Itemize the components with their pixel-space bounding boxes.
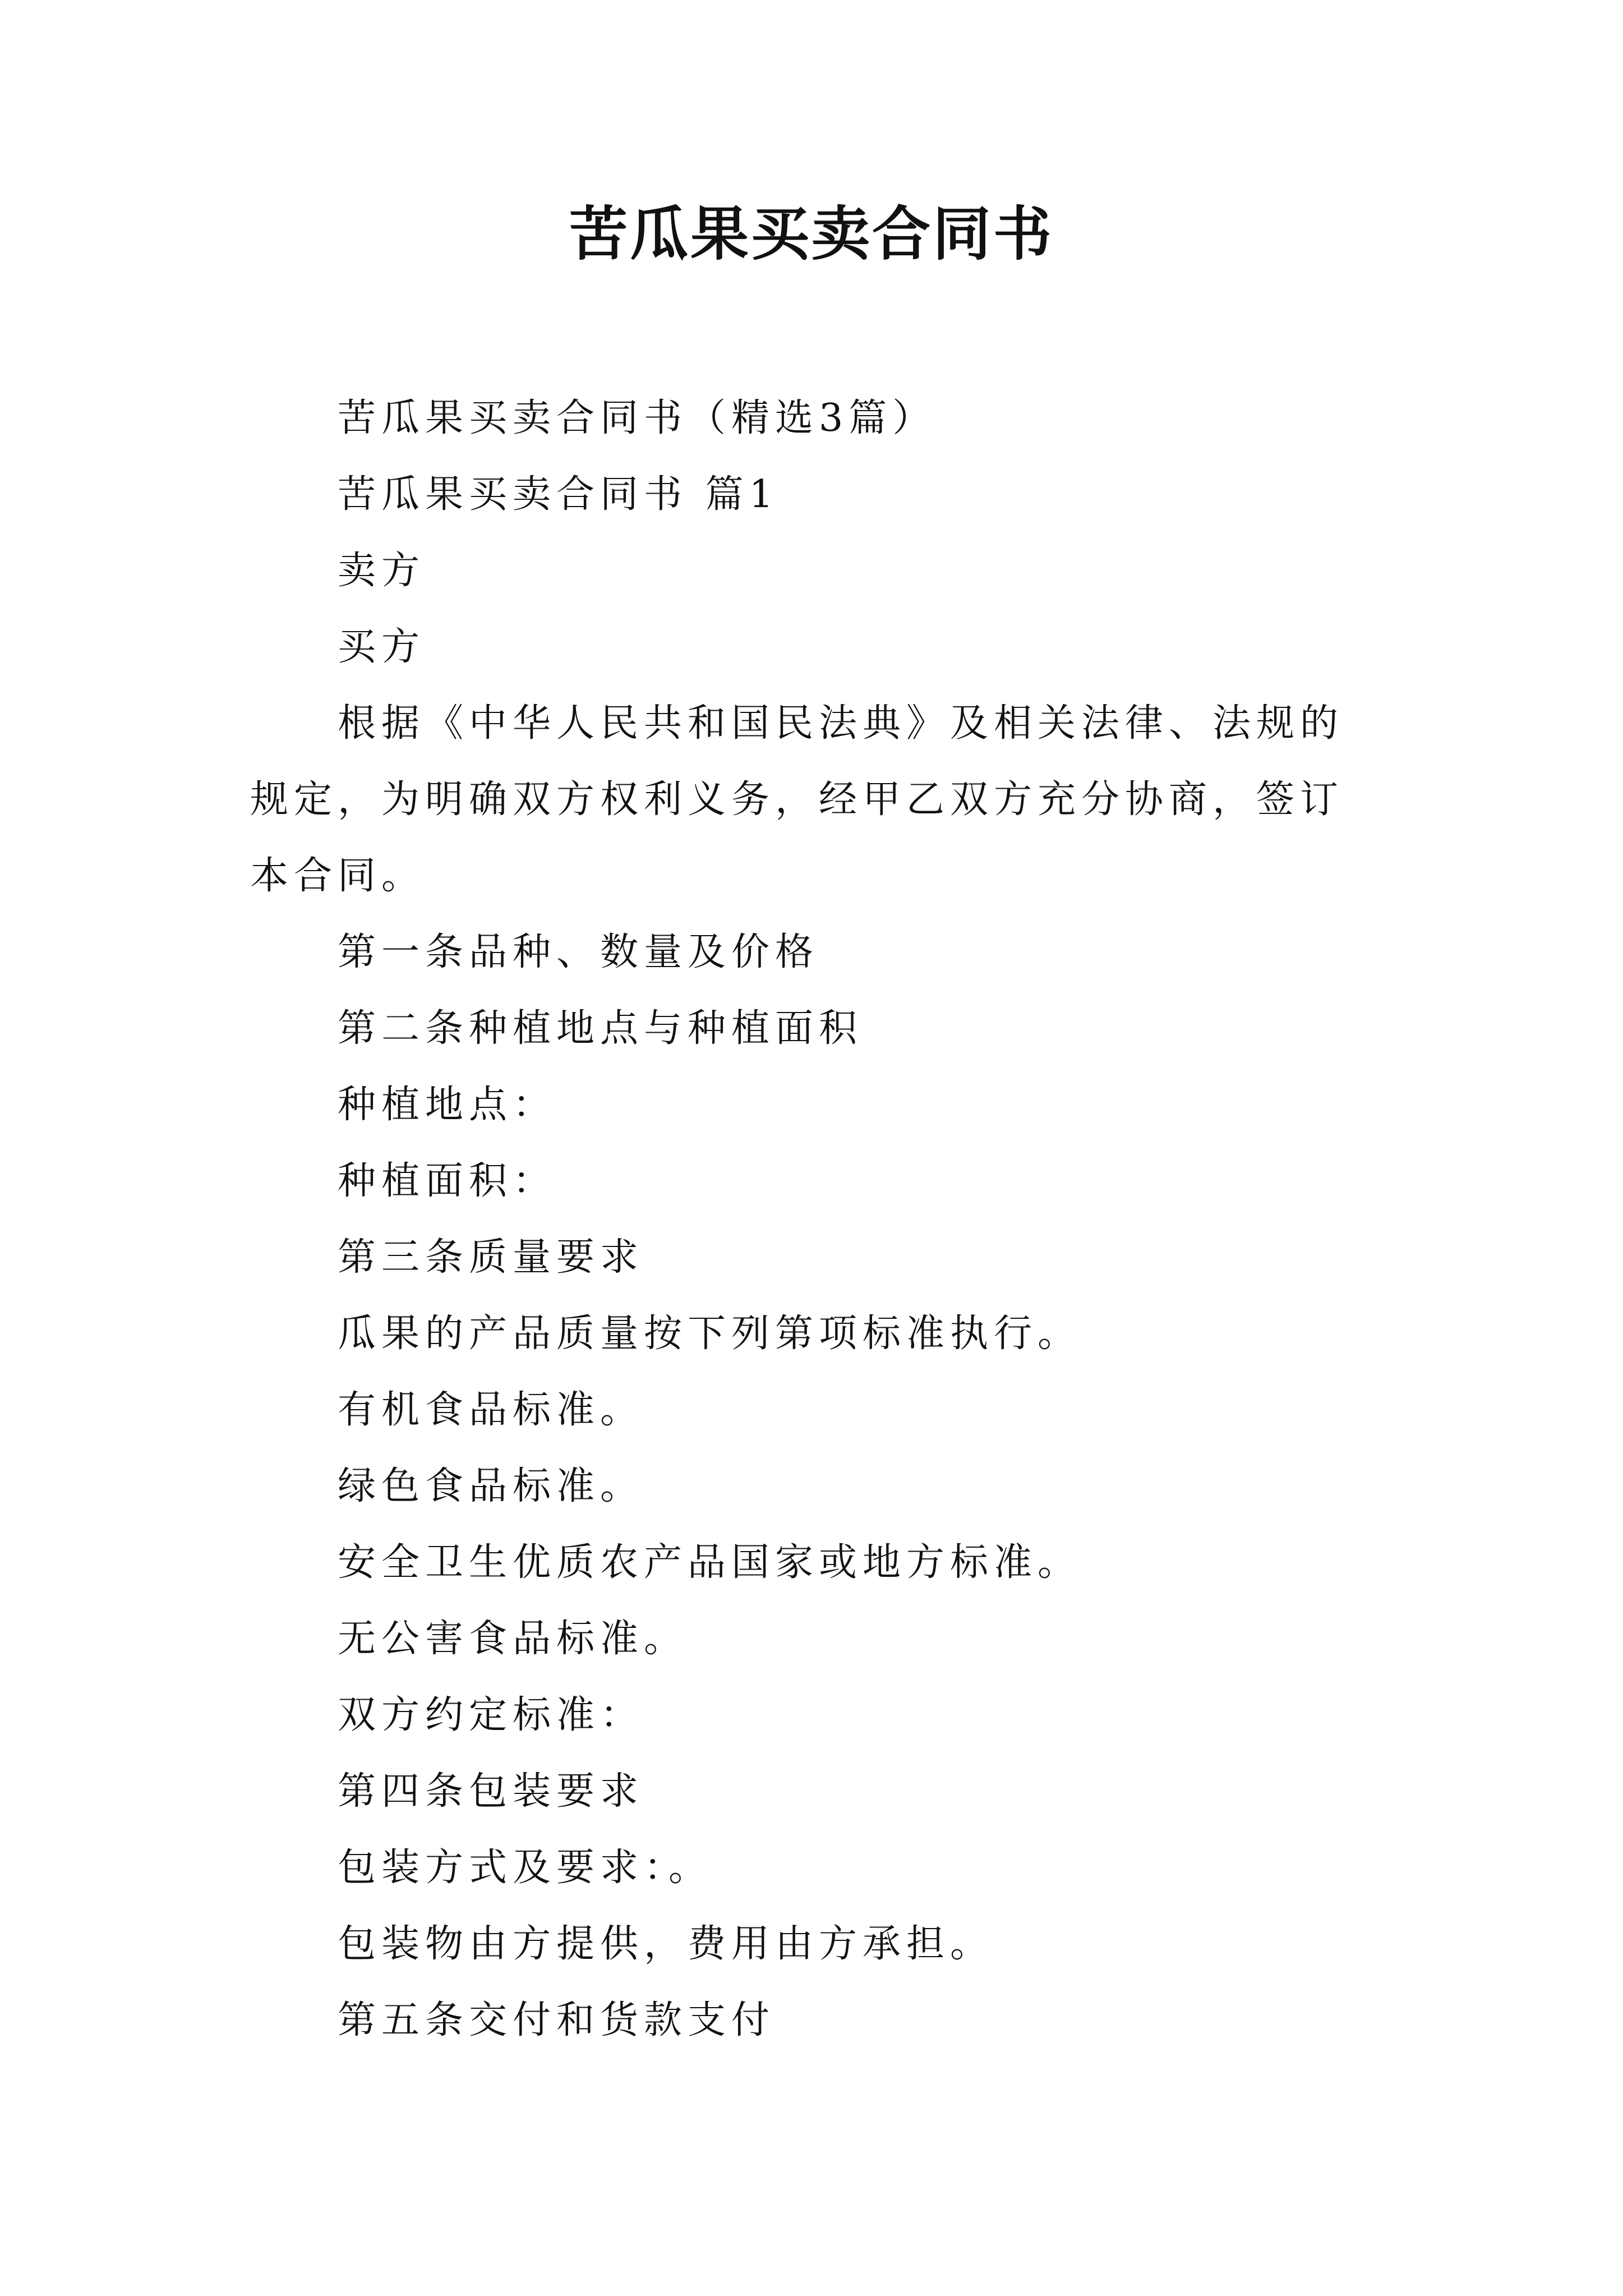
- paragraph-subtitle: 苦瓜果买卖合同书（精选3篇）: [338, 396, 937, 440]
- paragraph-packaging-method: 包装方式及要求：。: [338, 1846, 713, 1890]
- paragraph-part-heading: 苦瓜果买卖合同书 篇1: [338, 472, 779, 517]
- paragraph-packaging-cost: 包装物由方提供，费用由方承担。: [338, 1922, 994, 1966]
- paragraph-article-1: 第一条品种、数量及价格: [338, 930, 819, 974]
- paragraph-article-3: 第三条质量要求: [338, 1235, 644, 1280]
- paragraph-buyer: 买方: [338, 625, 426, 669]
- paragraph-pollution-free-standard: 无公害食品标准。: [338, 1617, 688, 1661]
- paragraph-article-2: 第二条种植地点与种植面积: [338, 1006, 863, 1051]
- paragraph-quality-standard: 瓜果的产品质量按下列第项标准执行。: [338, 1312, 1082, 1356]
- paragraph-green-standard: 绿色食品标准。: [338, 1464, 644, 1508]
- paragraph-planting-area: 种植面积：: [338, 1159, 557, 1203]
- document-body: [250, 380, 1383, 2059]
- paragraph-planting-location: 种植地点：: [338, 1083, 557, 1127]
- paragraph-seller: 卖方: [338, 549, 426, 593]
- paragraph-safety-standard: 安全卫生优质农产品国家或地方标准。: [338, 1540, 1082, 1585]
- paragraph-agreed-standard: 双方约定标准：: [338, 1693, 644, 1737]
- paragraph-article-4: 第四条包装要求: [338, 1769, 644, 1814]
- document-title: 苦瓜果买卖合同书: [569, 200, 1054, 268]
- paragraph-organic-standard: 有机食品标准。: [338, 1388, 644, 1432]
- paragraph-preamble: 根据《中华人民共和国民法典》及相关法律、法规的规定，为明确双方权利义务，经甲乙双方充分协商，签订本合同。: [250, 701, 1344, 898]
- paragraph-article-5: 第五条交付和货款支付: [338, 1998, 776, 2042]
